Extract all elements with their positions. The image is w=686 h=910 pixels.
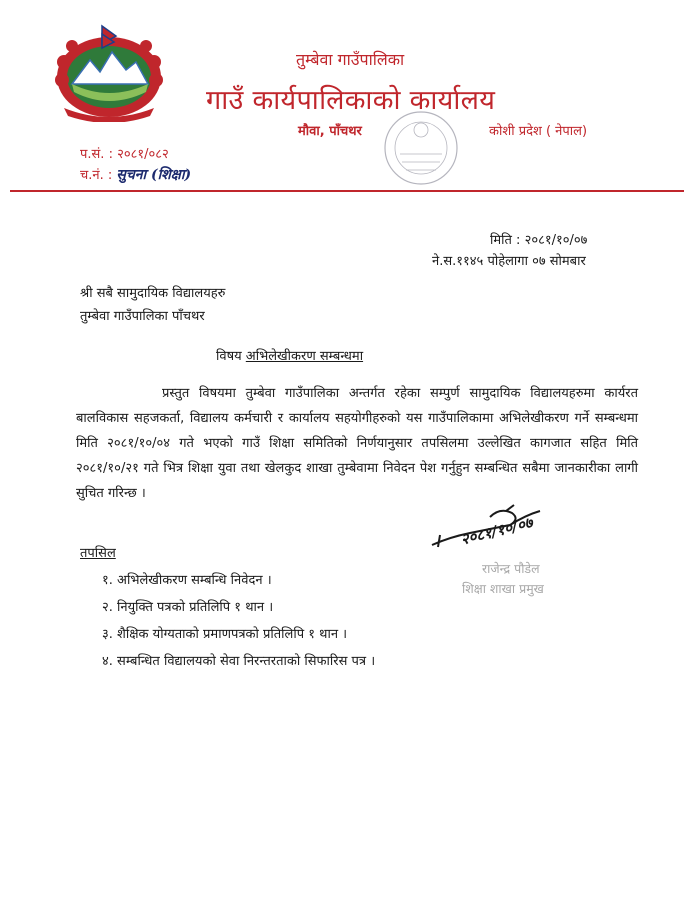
reference-number: प.सं. : २०८१/०८२ <box>80 147 169 162</box>
tapasil-heading: तपसिल <box>80 546 116 561</box>
municipality-name: तुम्बेवा गाउँपालिका <box>296 50 405 69</box>
nepal-sambat-date: ने.स.११४५ पोहेलागा ०७ सोमबार <box>432 254 586 269</box>
tapasil-item: ३. शैक्षिक योग्यताको प्रमाणपत्रको प्रतिलिपि १ थान । <box>102 627 348 642</box>
recipient-line-2: तुम्बेवा गाउँपालिका पाँचथर <box>80 309 205 324</box>
signature <box>430 503 590 563</box>
signatory-title: शिक्षा शाखा प्रमुख <box>462 581 544 596</box>
tapasil-item: २. नियुक्ति पत्रको प्रतिलिपि १ थान । <box>102 600 274 615</box>
letter-date: मिति : २०८१/१०/०७ <box>490 233 588 248</box>
office-seal-icon <box>378 108 464 188</box>
signatory-name: राजेन्द्र पौडेल <box>482 561 540 576</box>
dispatch-number <box>80 165 191 184</box>
nepal-emblem-icon <box>50 22 168 122</box>
subject-text: अभिलेखीकरण सम्बन्धमा <box>245 349 364 364</box>
office-name: गाउँ कार्यपालिकाको कार्यालय <box>206 85 496 116</box>
subject-label: विषय <box>216 349 242 364</box>
tapasil-item: ४. सम्बन्धित विद्यालयको सेवा निरन्तरताको सिफारिस पत्र । <box>102 654 376 669</box>
letterhead-divider <box>10 190 684 192</box>
dispatch-value: सुचना (शिक्षा) <box>116 167 192 183</box>
recipient-line-1: श्री सबै सामुदायिक विद्यालयहरु <box>80 286 226 301</box>
tapasil-item: १. अभिलेखीकरण सम्बन्धि निवेदन । <box>102 573 272 588</box>
letter-body: प्रस्तुत विषयमा तुम्बेवा गाउँपालिका अन्तर्गत रहेका सम्पुर्ण सामुदायिक विद्यालयहरुमा कार्यरत बालविकास सहजकर्ता, विद्यालय कर्मचारी र कार्यालय सहयोगीहरुको यस गाउँपालिकामा अभिलेखीकरण गर्ने सम्बन्धमा मिति २०८१/१०/०४ गते भएको गाउँ शिक्षा समितिको निर्णयानुसार तपसिलमा उल्लेखित कागजात सहित मिति २०८१/१०/२१ गते भित्र शिक्षा युवा तथा खेलकुद शाखा तुम्बेवामा निवेदन पेश गर्नुहुन सम्बन्धित सबैमा जानकारीका लागी सुचित गरिन्छ । <box>76 386 638 501</box>
dispatch-label: च.नं. : <box>80 168 113 183</box>
office-place: मौवा, पाँचथर <box>298 124 362 139</box>
office-province: कोशी प्रदेश ( नेपाल) <box>489 124 588 139</box>
subject-line <box>216 346 363 364</box>
signature-date: २०८१/१०/०७ <box>458 513 535 549</box>
